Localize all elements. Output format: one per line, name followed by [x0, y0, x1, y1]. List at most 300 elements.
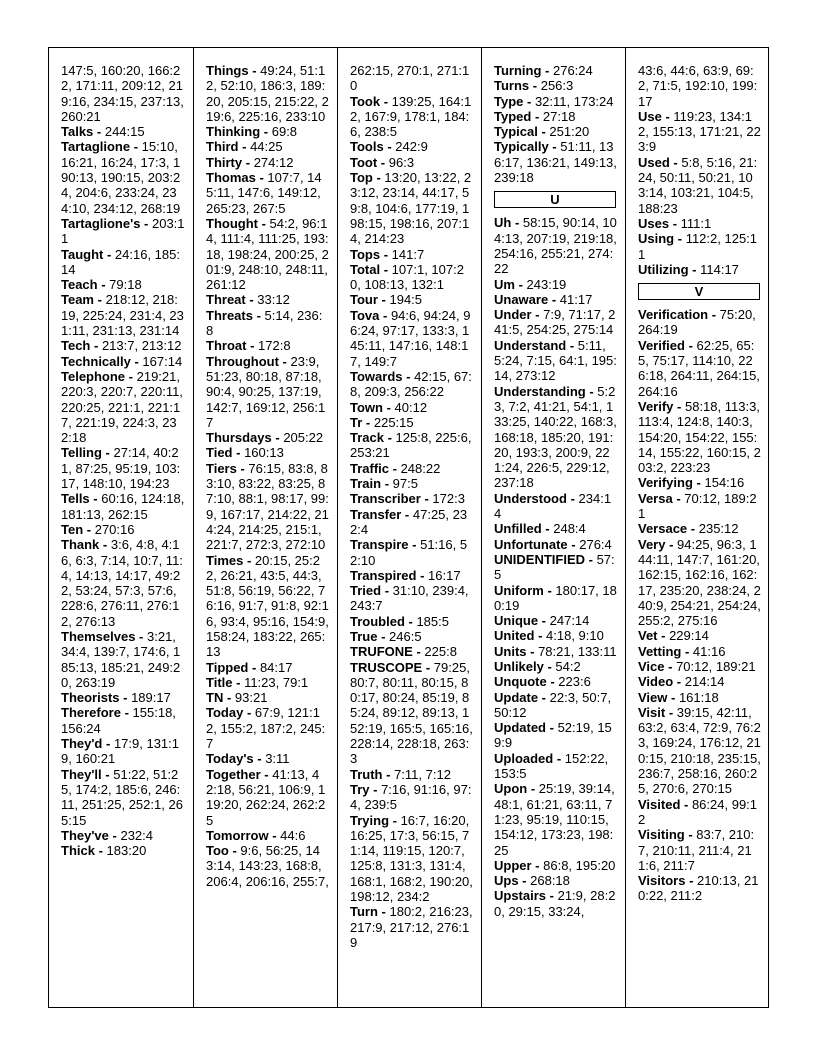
- index-entry: [61, 690, 185, 705]
- page-line-references: 152:22, 153:5: [494, 750, 609, 782]
- index-term: Type: [494, 93, 524, 109]
- term-separator: -: [526, 643, 539, 659]
- term-separator: -: [657, 628, 670, 644]
- index-entry: [350, 369, 473, 400]
- index-term: Typical: [494, 124, 538, 140]
- index-term: Updated: [494, 720, 546, 736]
- term-separator: -: [377, 904, 390, 920]
- index-entry: [350, 491, 473, 506]
- index-entry: [638, 475, 761, 490]
- term-separator: -: [377, 292, 390, 308]
- index-term: Turns: [494, 78, 530, 94]
- index-term: Tried: [350, 583, 382, 599]
- index-term: Title: [206, 674, 233, 690]
- term-separator: -: [531, 857, 544, 873]
- page-line-references: 234:14: [494, 490, 612, 522]
- page-line-references: 40:12: [394, 399, 428, 415]
- index-entry: [494, 888, 617, 919]
- page-line-references: 24:16, 185:14: [61, 246, 180, 277]
- index-entry: [638, 705, 761, 797]
- index-entry: [638, 262, 761, 277]
- page-line-references: 7:9, 71:17, 241:5, 254:25, 275:14: [494, 307, 616, 338]
- term-separator: -: [537, 124, 550, 140]
- term-separator: -: [541, 63, 553, 78]
- index-entry: [638, 537, 761, 629]
- page-line-references: 235:12: [698, 521, 739, 537]
- index-entry: [61, 767, 185, 828]
- index-entry: [638, 491, 761, 522]
- index-entry: [494, 644, 617, 659]
- page-line-references: 16:7, 16:20, 16:25, 17:3, 56:15, 71:14, 119:15, 120:7, 125:8, 131:3, 131:4, 168:1, 168:2, 190:20, 198:12, 234:2: [350, 812, 473, 905]
- page-line-references: 5:23, 7:2, 41:21, 54:1, 133:25, 140:22, 168:3, 168:18, 185:20, 191:20, 193:3, 200:9, 221:24, 226:5, 229:12, 237:18: [494, 383, 617, 491]
- page-line-references: 189:17: [131, 690, 171, 706]
- index-term: TRUFONE: [350, 644, 413, 660]
- section-letter-header: V: [638, 283, 760, 300]
- index-entry: [350, 660, 473, 767]
- page-line-references: 97:5: [392, 476, 418, 492]
- index-entry: [61, 63, 185, 124]
- index-term: Thought: [206, 215, 258, 231]
- index-term: Unlikely: [494, 658, 544, 674]
- index-term: Theorists: [61, 690, 120, 706]
- index-entry: [61, 139, 185, 215]
- term-separator: -: [89, 491, 102, 507]
- index-term: Traffic: [350, 460, 390, 476]
- index-entry: [494, 613, 617, 628]
- term-separator: -: [278, 353, 291, 369]
- index-column-4: [481, 48, 625, 1007]
- index-entry: [494, 674, 617, 689]
- index-term: Thank: [61, 537, 100, 553]
- index-term: Times: [206, 552, 244, 568]
- page-line-references: 276:24: [552, 63, 593, 78]
- index-term: Things: [206, 63, 249, 78]
- index-term: Unaware: [494, 291, 549, 307]
- page-line-references: 27:14, 40:21, 87:25, 95:19, 103:17, 148:10, 194:23: [61, 445, 181, 492]
- index-entry: [206, 124, 329, 139]
- page-line-references: 33:12: [257, 292, 290, 308]
- index-term: Turn: [350, 904, 378, 920]
- term-separator: -: [381, 583, 393, 599]
- page-line-references: 141:7: [391, 246, 425, 262]
- index-term: Telephone: [61, 368, 126, 384]
- term-separator: -: [372, 170, 385, 186]
- index-term: Tomorrow: [206, 827, 269, 843]
- page-line-references: 232:4: [120, 827, 154, 843]
- index-term: Understand: [494, 337, 567, 353]
- index-entry: [494, 63, 617, 78]
- index-term: Thirty: [206, 154, 243, 170]
- index-term: Tiers: [206, 460, 237, 476]
- index-term: Visitors: [638, 873, 686, 889]
- page-line-references: 244:15: [104, 124, 145, 140]
- page-line-references: 5:14, 236:8: [206, 307, 323, 339]
- index-entry: [206, 216, 329, 292]
- term-separator: -: [514, 276, 527, 292]
- index-entry: [638, 659, 761, 674]
- term-separator: -: [130, 353, 143, 369]
- term-separator: -: [680, 796, 692, 812]
- index-term: Thomas: [206, 170, 256, 186]
- term-separator: -: [94, 292, 106, 308]
- index-term: TRUSCOPE: [350, 659, 423, 675]
- term-separator: -: [546, 888, 558, 904]
- term-separator: -: [271, 430, 284, 446]
- index-term: Upper: [494, 857, 532, 873]
- term-separator: -: [665, 704, 677, 720]
- page-line-references: 23:9, 51:23, 80:18, 87:18, 90:4, 90:25, 137:19, 142:7, 169:12, 256:17: [206, 353, 326, 430]
- term-separator: -: [661, 108, 674, 124]
- index-entry: [494, 521, 617, 536]
- index-term: Too: [206, 843, 229, 859]
- index-term: Visit: [638, 704, 666, 720]
- index-term: Tartaglione's: [61, 215, 141, 231]
- index-term: Tied: [206, 445, 233, 461]
- term-separator: -: [548, 139, 561, 155]
- index-entry: [494, 628, 617, 643]
- term-separator: -: [667, 689, 679, 705]
- index-term: Telling: [61, 445, 102, 461]
- term-separator: -: [242, 154, 254, 170]
- page-line-references: 75:20, 264:19: [638, 307, 756, 338]
- term-separator: -: [538, 689, 550, 705]
- index-entry: [638, 827, 761, 873]
- index-entry: [638, 873, 761, 904]
- term-separator: -: [257, 215, 270, 231]
- term-separator: -: [543, 658, 556, 674]
- index-entry: [61, 445, 185, 491]
- term-separator: -: [688, 261, 701, 277]
- index-term: Tech: [61, 338, 91, 354]
- term-separator: -: [101, 766, 114, 782]
- page-line-references: 79:18: [109, 277, 142, 293]
- term-separator: -: [252, 307, 265, 323]
- index-term: Video: [638, 674, 674, 690]
- index-entry: [494, 751, 617, 782]
- page-line-references: 41:13, 42:18, 56:21, 106:9, 119:20, 262:24, 262:25: [206, 766, 326, 828]
- page-line-references: 57:5: [494, 551, 615, 583]
- index-term: Understood: [494, 490, 567, 506]
- page-line-references: 114:17: [700, 261, 739, 277]
- index-entry: [350, 155, 473, 170]
- page-line-references: 243:19: [526, 276, 567, 292]
- term-separator: -: [260, 124, 272, 140]
- term-separator: -: [529, 78, 541, 94]
- term-separator: -: [531, 307, 544, 323]
- page-line-references: 58:18, 113:3, 113:4, 124:8, 140:3, 154:20, 154:22, 155:14, 155:22, 160:15, 203:2, 223:23: [638, 398, 761, 476]
- index-entry: [350, 415, 473, 430]
- page-line-references: 42:15, 67:8, 209:3, 256:22: [350, 368, 472, 400]
- term-separator: -: [99, 537, 111, 553]
- index-term: Technically: [61, 353, 131, 369]
- index-entry: [206, 155, 329, 170]
- page-line-references: 86:24, 99:12: [638, 796, 758, 827]
- index-term: Vet: [638, 628, 658, 644]
- page-line-references: 47:25, 232:4: [350, 506, 468, 537]
- page-line-references: 247:14: [549, 613, 590, 629]
- term-separator: -: [383, 430, 396, 446]
- term-separator: -: [246, 338, 259, 354]
- term-separator: -: [412, 644, 425, 660]
- index-term: Themselves: [61, 628, 136, 644]
- page-line-references: 79:25, 80:7, 80:11, 80:15, 80:17, 80:24, 85:19, 85:24, 89:12, 89:13, 152:19, 165:5, 165:16, 228:14, 228:18, 263:3: [350, 659, 473, 767]
- index-term: Top: [350, 170, 373, 186]
- index-term: Troubled: [350, 613, 405, 629]
- page-line-references: 161:18: [678, 689, 719, 705]
- page-line-references: 4:18, 9:10: [546, 628, 604, 644]
- page-line-references: 262:15, 270:1, 271:10: [350, 63, 470, 94]
- index-entry: [206, 292, 329, 307]
- index-entry: [206, 430, 329, 445]
- term-separator: -: [101, 445, 114, 461]
- page-line-references: 43:6, 44:6, 63:9, 69:2, 71:5, 192:10, 199:17: [638, 63, 758, 109]
- index-entry: [350, 292, 473, 307]
- index-entry: [494, 307, 617, 338]
- page-line-references: 139:25, 164:12, 167:9, 178:1, 184:6, 238:5: [350, 93, 472, 140]
- term-separator: -: [527, 781, 539, 797]
- page-line-references: 268:18: [530, 873, 570, 889]
- page-line-references: 83:7, 210:7, 210:11, 211:4, 211:6, 211:7: [638, 827, 755, 873]
- page-line-references: 11:23, 79:1: [244, 674, 309, 690]
- index-term: Uploaded: [494, 750, 554, 766]
- index-entry: [206, 338, 329, 353]
- term-separator: -: [130, 139, 142, 155]
- term-separator: -: [377, 154, 389, 170]
- term-separator: -: [416, 567, 429, 583]
- index-term: Today's: [206, 751, 254, 767]
- index-entry: [494, 690, 617, 721]
- page-line-references: 51:22, 51:25, 174:2, 185:6, 246:11, 251:25, 252:1, 265:15: [61, 766, 183, 828]
- index-entry: [494, 109, 617, 124]
- page-line-references: 172:3: [432, 491, 465, 507]
- term-separator: -: [402, 368, 415, 384]
- index-entry: [206, 139, 329, 154]
- term-separator: -: [404, 613, 417, 629]
- index-entry: [206, 170, 329, 216]
- index-column-5: [625, 48, 769, 1007]
- term-separator: -: [380, 93, 392, 109]
- page-line-references: 86:8, 195:20: [543, 857, 616, 873]
- page-line-references: 276:4: [579, 536, 612, 552]
- index-term: Utilizing: [638, 261, 689, 277]
- term-separator: -: [97, 277, 110, 293]
- index-term: Thick: [61, 843, 95, 859]
- term-separator: -: [102, 736, 114, 752]
- term-separator: -: [119, 690, 132, 706]
- page-line-references: 60:16, 124:18, 181:13, 262:15: [61, 491, 185, 522]
- term-separator: -: [531, 108, 543, 124]
- index-entry: [638, 307, 761, 338]
- term-separator: -: [379, 307, 391, 323]
- page-line-references: 62:25, 65:5, 75:17, 114:10, 226:18, 264:11, 264:15, 264:16: [638, 337, 760, 399]
- index-term: Verified: [638, 337, 685, 353]
- term-separator: -: [566, 490, 579, 506]
- index-term: Update: [494, 689, 539, 705]
- term-separator: -: [566, 337, 578, 353]
- index-entry: [350, 507, 473, 538]
- index-entry: [350, 813, 473, 905]
- index-entry: [638, 797, 761, 828]
- page-line-references: 15:10, 16:21, 16:24, 17:3, 190:13, 190:15, 203:24, 204:6, 233:24, 234:10, 234:12, 268:19: [61, 139, 181, 216]
- term-separator: -: [553, 750, 565, 766]
- index-entry: [206, 354, 329, 430]
- index-term: Town: [350, 399, 383, 415]
- index-entry: [350, 614, 473, 629]
- index-entry: [350, 476, 473, 491]
- page-line-references: 27:18: [542, 108, 576, 124]
- page-line-references: 21:9, 28:20, 29:15, 33:24,: [494, 888, 616, 919]
- term-separator: -: [94, 843, 107, 859]
- index-term: Try: [350, 781, 370, 797]
- page-line-references: 112:2, 125:11: [638, 231, 758, 262]
- term-separator: -: [248, 659, 260, 675]
- index-term: Together: [206, 766, 261, 782]
- page-line-references: 223:6: [558, 674, 591, 690]
- term-separator: -: [708, 307, 720, 323]
- index-entry: [206, 751, 329, 766]
- index-term: Total: [350, 261, 381, 277]
- page-line-references: 16:17: [428, 567, 461, 583]
- page-line-references: 229:14: [669, 628, 709, 644]
- page-line-references: 76:15, 83:8, 83:10, 83:22, 83:25, 87:10, 88:1, 98:17, 99:9, 167:17, 214:22, 214:24, 214:25, 215:1, 221:7, 272:3, 272:10: [206, 460, 329, 553]
- index-term: Unfortunate: [494, 536, 568, 552]
- term-separator: -: [543, 582, 556, 598]
- index-term: Tops: [350, 246, 381, 262]
- index-entry: [206, 705, 329, 751]
- index-entry: [61, 247, 185, 278]
- page-line-references: 125:8, 225:6, 253:21: [350, 430, 472, 461]
- term-separator: -: [103, 246, 115, 262]
- index-entry: [638, 216, 761, 231]
- page-line-references: 225:15: [373, 414, 414, 430]
- index-entry: [638, 521, 761, 536]
- index-term: Used: [638, 154, 670, 170]
- page-line-references: 49:24, 51:12, 52:10, 186:3, 189:20, 205:15, 215:22, 219:6, 225:16, 233:10: [206, 63, 329, 124]
- term-separator: -: [541, 521, 554, 537]
- page-line-references: 96:3: [388, 154, 415, 170]
- term-separator: -: [90, 338, 102, 354]
- index-entry: [494, 858, 617, 873]
- page-line-references: 41:16: [692, 643, 726, 659]
- page-line-references: 9:6, 56:25, 143:14, 143:23, 168:8, 206:4, 206:16, 255:7,: [206, 843, 329, 889]
- term-separator: -: [548, 291, 560, 307]
- page-line-references: 67:9, 121:12, 155:2, 187:2, 245:7: [206, 705, 326, 752]
- term-separator: -: [377, 628, 390, 644]
- index-entry: [350, 537, 473, 568]
- index-term: Vice: [638, 658, 665, 674]
- index-entry: [206, 843, 329, 889]
- index-entry: [638, 644, 761, 659]
- term-separator: -: [538, 613, 550, 629]
- term-separator: -: [534, 628, 547, 644]
- index-term: Truth: [350, 766, 383, 782]
- page-line-references: 7:11, 7:12: [394, 766, 451, 782]
- index-term: Versa: [638, 490, 673, 506]
- index-entry: [61, 705, 185, 736]
- page-line-references: 107:7, 145:11, 147:6, 149:12, 265:23, 267:5: [206, 170, 322, 216]
- index-entry: [494, 384, 617, 491]
- index-term: Ups: [494, 873, 519, 889]
- index-entry: [61, 369, 185, 445]
- term-separator: -: [381, 476, 393, 492]
- term-separator: -: [243, 705, 255, 721]
- index-entry: [494, 338, 617, 384]
- term-separator: -: [673, 674, 685, 690]
- term-separator: -: [422, 659, 434, 675]
- index-term: Talks: [61, 124, 94, 140]
- term-separator: -: [401, 506, 413, 522]
- page-line-references: 154:16: [704, 475, 745, 491]
- index-term: Today: [206, 705, 244, 721]
- index-entry: [350, 430, 473, 461]
- page-line-references: 219:21, 220:3, 220:7, 220:11, 220:25, 221:1, 221:17, 221:19, 224:3, 232:18: [61, 368, 183, 446]
- index-entry: [638, 155, 761, 216]
- page-line-references: 78:21, 133:11: [538, 643, 617, 659]
- term-separator: -: [383, 139, 396, 155]
- index-term: Verifying: [638, 475, 693, 491]
- page-line-references: 256:3: [540, 78, 574, 94]
- page-line-references: 31:10, 239:4, 243:7: [350, 583, 469, 614]
- index-entry: [350, 904, 473, 950]
- page-line-references: 70:12, 189:21: [638, 490, 757, 522]
- term-separator: -: [681, 643, 693, 659]
- index-term: Train: [350, 476, 382, 492]
- index-term: Upstairs: [494, 888, 547, 904]
- term-separator: -: [389, 812, 401, 828]
- page-line-references: 147:5, 160:20, 166:22, 171:11, 209:12, 219:16, 234:15, 237:13, 260:21: [61, 63, 184, 124]
- page-line-references: 172:8: [258, 338, 291, 354]
- index-term: Um: [494, 276, 515, 292]
- index-entry: [350, 461, 473, 476]
- page-line-references: 246:5: [389, 628, 422, 644]
- index-entry: [206, 63, 329, 124]
- index-entry: [494, 124, 617, 139]
- page-line-references: 214:14: [684, 674, 725, 690]
- index-entry: [61, 736, 185, 767]
- page-line-references: 22:3, 50:7, 50:12: [494, 689, 612, 720]
- index-entry: [638, 628, 761, 643]
- index-entry: [638, 399, 761, 475]
- index-entry: [61, 522, 185, 537]
- index-entry: [638, 63, 761, 109]
- page-line-references: 84:17: [259, 659, 293, 675]
- index-entry: [350, 308, 473, 369]
- term-separator: -: [382, 766, 395, 782]
- index-term: Tipped: [206, 659, 249, 675]
- term-separator: -: [238, 139, 251, 155]
- term-separator: -: [268, 827, 281, 843]
- index-term: Throughout: [206, 353, 279, 369]
- term-separator: -: [685, 873, 698, 889]
- page-line-references: 94:25, 96:3, 144:11, 147:7, 161:20, 162:15, 162:16, 162:17, 235:20, 238:24, 240:9, 254:21, 254:24, 255:2, 275:16: [638, 536, 761, 629]
- page-line-references: 194:5: [389, 292, 423, 308]
- index-term: Transcriber: [350, 491, 421, 507]
- term-separator: -: [362, 414, 374, 430]
- index-entry: [206, 767, 329, 828]
- page-line-references: 58:15, 90:14, 104:13, 207:19, 219:18, 254:16, 255:21, 274:22: [494, 215, 617, 277]
- page-line-references: 5:8, 5:16, 21:24, 50:11, 50:21, 103:14, 103:21, 104:5, 188:23: [638, 154, 758, 216]
- page-line-references: 111:1: [680, 215, 712, 231]
- page-line-references: 94:6, 94:24, 96:24, 97:17, 133:3, 145:11, 147:16, 148:17, 149:7: [350, 307, 471, 369]
- index-term: Vetting: [638, 643, 682, 659]
- index-page-frame: [48, 47, 769, 1008]
- index-term: Tools: [350, 139, 384, 155]
- index-entry: [350, 782, 473, 813]
- page-line-references: 213:7, 213:12: [101, 338, 182, 354]
- index-term: Team: [61, 292, 94, 308]
- index-term: Very: [638, 536, 666, 552]
- index-entry: [206, 690, 329, 705]
